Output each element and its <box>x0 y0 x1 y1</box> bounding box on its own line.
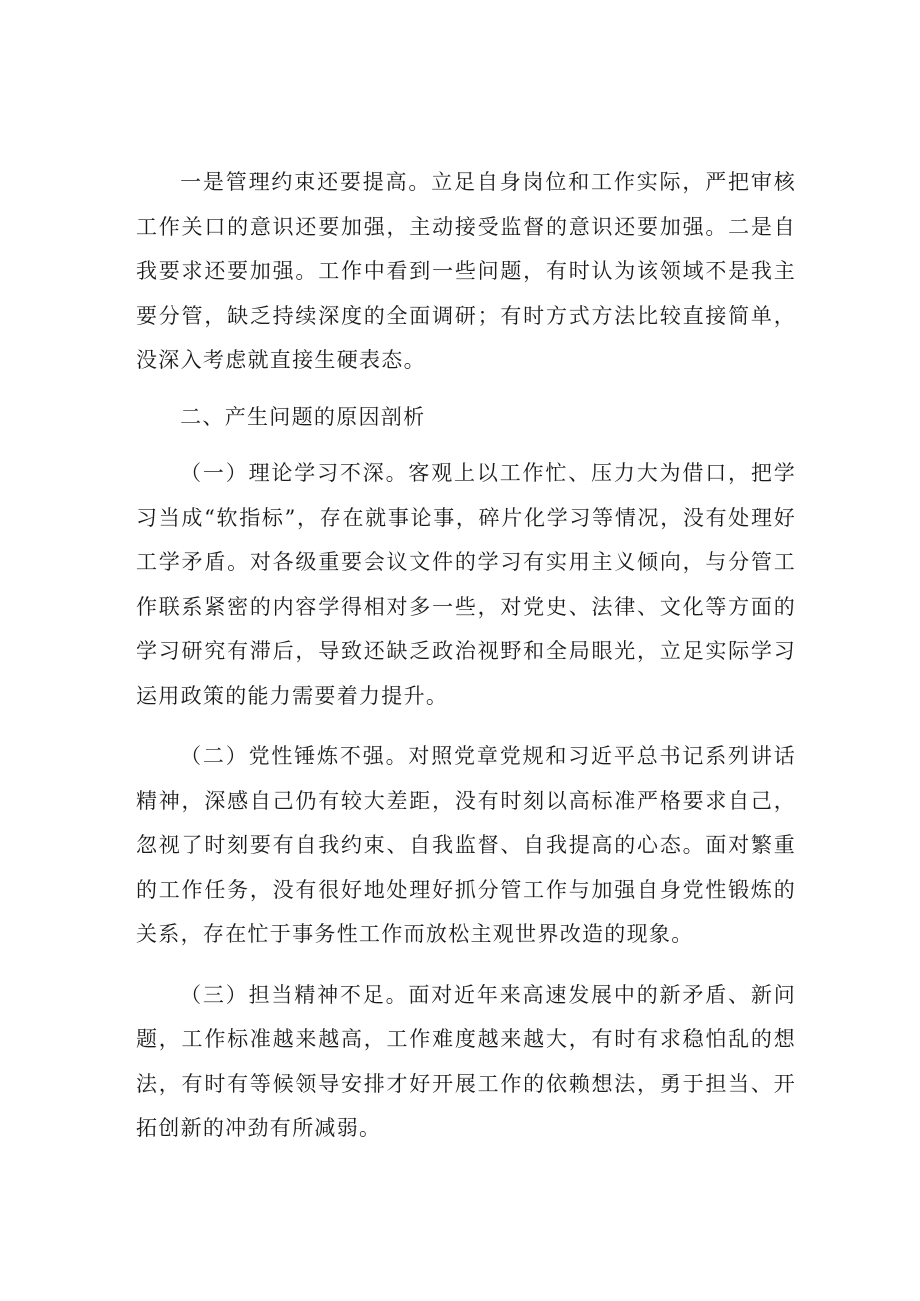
section-heading-cause-analysis: 二、产生问题的原因剖析 <box>180 404 426 429</box>
paragraph-party-spirit: （二）党性锤炼不强。对照党章党规和习近平总书记系列讲话精神，深感自己仍有较大差距，没有时刻以高标准严格要求自己，忽视了时刻要有自我约束、自我监督、自我提高的心态。面对繁重的工作任务，没有很好地处理好抓分管工作与加强自身党性锻炼的关系，存在忙于事务性工作而放松主观世界改造的现象。 <box>136 744 796 946</box>
document-body <box>136 160 796 1151</box>
paragraph-theory-study: （一）理论学习不深。客观上以工作忙、压力大为借口，把学习当成“软指标”，存在就事论事，碎片化学习等情况，没有处理好工学矛盾。对各级重要会议文件的学习有实用主义倾向，与分管工作联系紧密的内容学得相对多一些，对党史、法律、文化等方面的学习研究有滞后，导致还缺乏政治视野和全局眼光，立足实际学习运用政策的能力需要着力提升。 <box>136 461 796 708</box>
paragraph-responsibility: （三）担当精神不足。面对近年来高速发展中的新矛盾、新问题，工作标准越来越高，工作难度越来越大，有时有求稳怕乱的想法，有时有等候领导安排才好开展工作的依赖想法，勇于担当、开拓创新的冲劲有所减弱。 <box>136 982 796 1140</box>
paragraph-management-constraints: 一是管理约束还要提高。立足自身岗位和工作实际，严把审核工作关口的意识还要加强，主动接受监督的意识还要加强。二是自我要求还要加强。工作中看到一些问题，有时认为该领域不是我主要分管，缺乏持续深度的全面调研；有时方式方法比较直接简单，没深入考虑就直接生硬表态。 <box>136 170 796 372</box>
